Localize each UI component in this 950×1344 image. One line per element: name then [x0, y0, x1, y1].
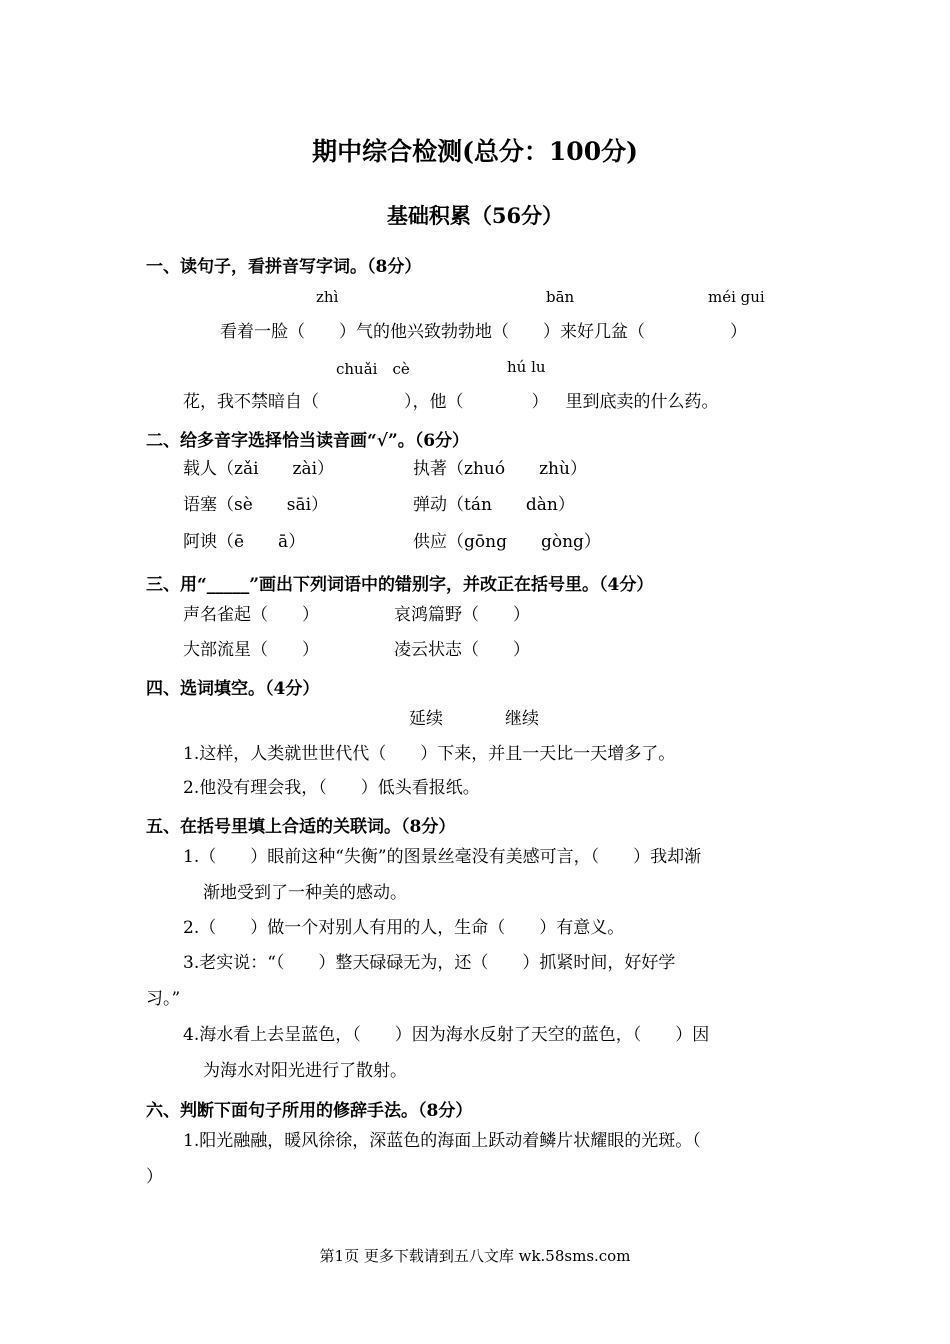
fill-item[interactable]: 2.他没有理会我，（ ）低头看报纸。	[183, 778, 480, 798]
typo-item[interactable]: 大部流星（ ）	[183, 640, 319, 660]
conjunction-item[interactable]: 4.海水看上去呈蓝色，（ ）因为海水反射了天空的蓝色，（ ）因	[183, 1025, 710, 1045]
rhetoric-item-cont[interactable]: ）	[146, 1167, 163, 1187]
conjunction-item[interactable]: 1.（ ）眼前这种“失衡”的图景丝毫没有美感可言，（ ）我却渐	[183, 847, 702, 867]
rhetoric-item[interactable]: 1.阳光融融，暖风徐徐，深蓝色的海面上跃动着鳞片状耀眼的光斑。（	[183, 1131, 701, 1151]
polyphone-item	[413, 494, 575, 516]
pinyin-options[interactable]: （zhuó zhù）	[447, 459, 587, 479]
pinyin-chuaice: chuǎi cè	[336, 360, 410, 378]
page-title: 期中综合检测(总分：100分)	[312, 137, 638, 166]
conjunction-item-cont: 为海水对阳光进行了散射。	[203, 1061, 407, 1081]
answer-blank-chuaice[interactable]	[319, 392, 404, 412]
polyphone-word: 阿谀	[183, 532, 217, 552]
page-footer: 第1页 更多下载请到五八文库 wk.58sms.com	[319, 1247, 631, 1265]
fill-item[interactable]: 1.这样，人类就世世代代（ ）下来，并且一天比一天增多了。	[183, 744, 676, 764]
s1-text: ）来好几盆（	[543, 322, 645, 342]
word-option: 继续	[505, 709, 539, 729]
answer-blank-ban[interactable]	[509, 322, 543, 342]
section1-heading: 一、读句子，看拼音写字词。（8分）	[146, 257, 422, 277]
section4-heading: 四、选词填空。（4分）	[146, 679, 320, 699]
s1-text: ）气的他兴致勃勃地（	[339, 322, 509, 342]
s2-text: ），他（	[404, 392, 464, 412]
polyphone-item	[413, 458, 587, 480]
polyphone-word: 载人	[183, 459, 217, 479]
section5-heading: 五、在括号里填上合适的关联词。（8分）	[146, 817, 456, 837]
s1-text: ）	[730, 322, 747, 342]
polyphone-item	[413, 531, 601, 553]
conjunction-item-cont: 习。”	[146, 989, 181, 1009]
section1-sentence2	[183, 391, 719, 413]
typo-item[interactable]: 声名雀起（ ）	[183, 605, 319, 625]
pinyin-zhi: zhì	[316, 288, 339, 306]
typo-item[interactable]: 哀鸿篇野（ ）	[394, 605, 530, 625]
s2-text: 里到底卖的什么药。	[565, 392, 719, 412]
pinyin-options[interactable]: （ē ā）	[217, 532, 306, 552]
section-subtitle: 基础积累（56分）	[386, 203, 564, 228]
pinyin-meigui: méi gui	[708, 288, 765, 306]
pinyin-options[interactable]: （tán dàn）	[447, 495, 575, 515]
word-option: 延续	[409, 709, 443, 729]
pinyin-options[interactable]: （sè sāi）	[217, 495, 329, 515]
polyphone-word: 供应	[413, 532, 447, 552]
polyphone-word: 语塞	[183, 495, 217, 515]
polyphone-item	[183, 458, 334, 480]
s2-text: 花，我不禁暗自（	[183, 392, 319, 412]
polyphone-word: 弹动	[413, 495, 447, 515]
section1-sentence1	[220, 321, 747, 343]
section6-heading: 六、判断下面句子所用的修辞手法。（8分）	[146, 1101, 473, 1121]
s2-text: ）	[531, 392, 549, 412]
conjunction-item[interactable]: 2.（ ）做一个对别人有用的人，生命（ ）有意义。	[183, 918, 625, 938]
pinyin-options[interactable]: （gōng gòng）	[447, 532, 601, 552]
polyphone-item	[183, 494, 328, 516]
pinyin-ban: bān	[546, 288, 575, 306]
answer-blank-hulu[interactable]	[464, 392, 532, 412]
answer-blank-zhi[interactable]	[305, 322, 339, 342]
section2-heading: 二、给多音字选择恰当读音画“√”。（6分）	[146, 431, 470, 451]
pinyin-hulu: hú lu	[507, 358, 546, 376]
conjunction-item-cont: 渐地受到了一种美的感动。	[203, 883, 407, 903]
polyphone-word: 执著	[413, 459, 447, 479]
conjunction-item[interactable]: 3.老实说：“（ ）整天碌碌无为，还（ ）抓紧时间，好好学	[183, 953, 676, 973]
s1-text: 看着一脸（	[220, 322, 305, 342]
answer-blank-meigui[interactable]	[645, 322, 730, 342]
typo-item[interactable]: 凌云状志（ ）	[394, 640, 530, 660]
pinyin-options[interactable]: （zǎi zài）	[217, 459, 335, 479]
polyphone-item	[183, 531, 305, 553]
section3-heading: 三、用“_____”画出下列词语中的错别字，并改正在括号里。（4分）	[146, 575, 654, 595]
